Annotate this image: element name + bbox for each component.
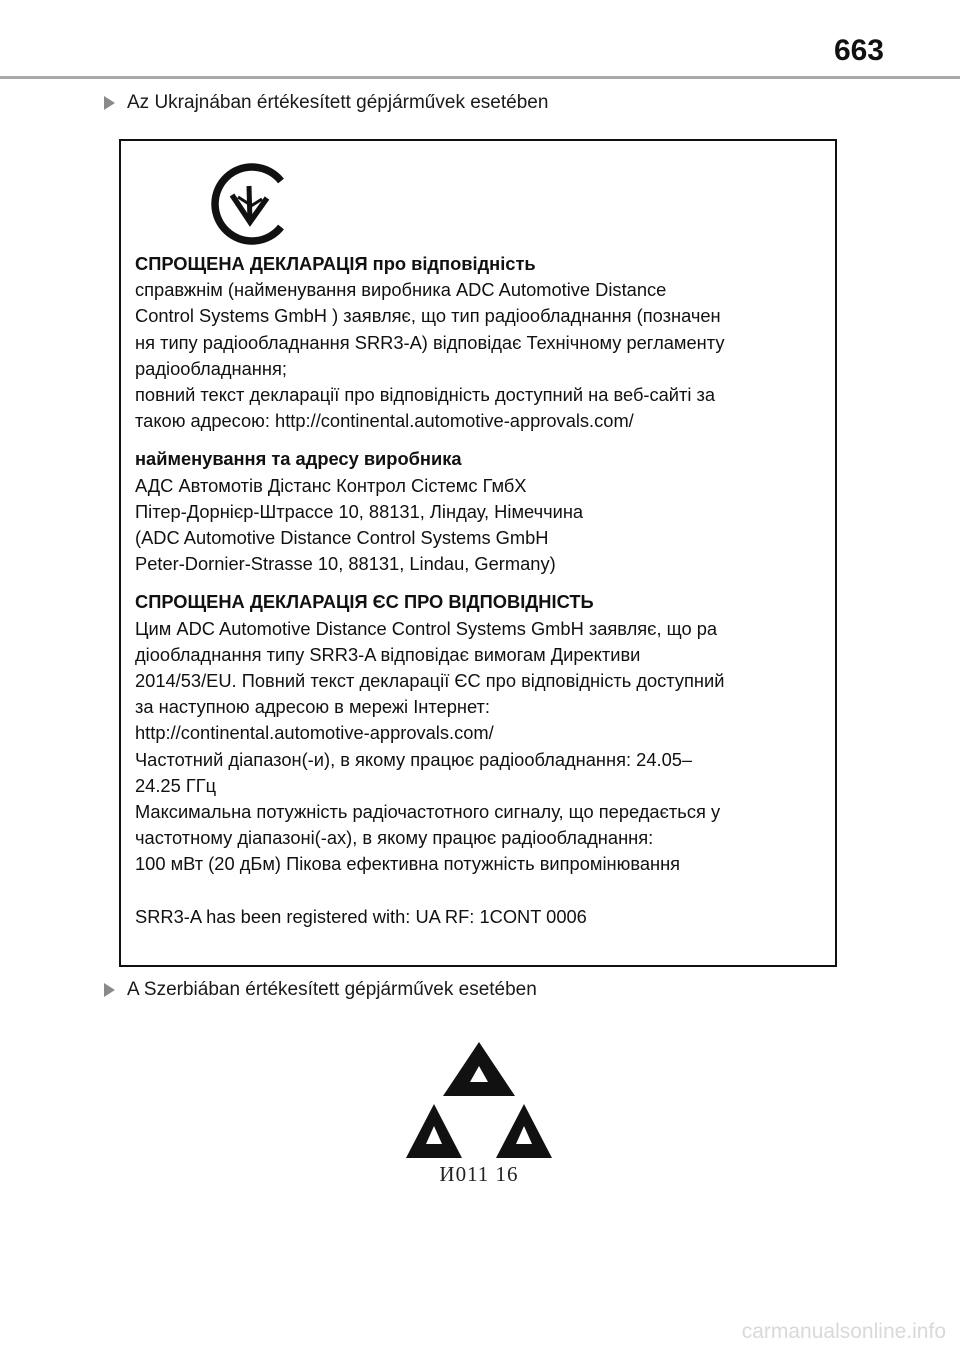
section-heading-serbia <box>104 979 537 1001</box>
declaration-line: Control Systems GmbH ) заявляє, що тип радіообладнання (позначен <box>135 305 721 327</box>
manufacturer-line: АДС Автомотів Дістанс Контрол Сістемс ГмбХ <box>135 474 527 496</box>
eu-declaration-line: 24.25 ГГц <box>135 774 217 796</box>
page-number: 663 <box>833 34 884 67</box>
declaration-box <box>119 139 837 967</box>
declaration-line: такою адресою: http://continental.automotive-approvals.com/ <box>135 410 634 432</box>
serbian-mark-code: И011 16 <box>439 1162 519 1186</box>
eu-declaration-line: Максимальна потужність радіочастотного сигналу, що передається у <box>135 801 721 823</box>
eu-declaration-line: 100 мВт (20 дБм) Пікова ефективна потужність випромінювання <box>135 853 681 875</box>
section-heading-ukraine <box>104 92 548 114</box>
manufacturer-title: найменування та адресу виробника <box>135 448 462 470</box>
declaration-text <box>135 251 829 930</box>
eu-declaration-line: 2014/53/EU. Повний текст декларації ЄС про відповідність доступний <box>135 670 725 692</box>
declaration-title: СПРОЩЕНА ДЕКЛАРАЦІЯ про відповідність <box>135 253 536 274</box>
declaration-line: повний текст декларації про відповідність доступний на веб-сайті за <box>135 384 716 406</box>
declaration-line: радіообладнання; <box>135 357 287 379</box>
declaration-line: справжнім (найменування виробника ADC Automotive Distance <box>135 279 667 301</box>
declaration-line: ня типу радіообладнання SRR3-A) відповідає Технічному регламенту <box>135 331 725 353</box>
section-heading-label: A Szerbiában értékesített gépjárművek esetében <box>127 979 537 1000</box>
triangle-right-icon <box>104 983 115 997</box>
serbian-conformity-triangles-icon <box>404 1040 554 1162</box>
footer-watermark: carmanualsonline.info <box>741 1320 946 1343</box>
section-heading-label: Az Ukrajnában értékesített gépjárművek esetében <box>127 92 549 113</box>
eu-declaration-line: http://continental.automotive-approvals.com/ <box>135 722 494 744</box>
header-rule <box>0 76 960 79</box>
manufacturer-line: Пітер-Дорнієр-Штрассе 10, 88131, Ліндау, Німеччина <box>135 500 584 522</box>
eu-declaration-line: діообладнання типу SRR3-A відповідає вимогам Директиви <box>135 643 641 665</box>
manufacturer-line: Peter-Dornier-Strasse 10, 88131, Lindau, Germany) <box>135 553 556 575</box>
ukrainian-conformity-mark-icon <box>205 162 295 246</box>
eu-declaration-line: Цим ADC Automotive Distance Control Systems GmbH заявляє, що ра <box>135 617 718 639</box>
triangle-right-icon <box>104 96 115 110</box>
manufacturer-line: (ADC Automotive Distance Control Systems GmbH <box>135 527 549 549</box>
registration-line: SRR3-A has been registered with: UA RF: 1CONT 0006 <box>135 905 587 927</box>
eu-declaration-line: частотному діапазоні(-ах), в якому працює радіообладнання: <box>135 827 654 849</box>
eu-declaration-title: СПРОЩЕНА ДЕКЛАРАЦІЯ ЄС ПРО ВІДПОВІДНІСТЬ <box>135 591 594 613</box>
eu-declaration-line: Частотний діапазон(-и), в якому працює радіообладнання: 24.05– <box>135 748 693 770</box>
eu-declaration-line: за наступною адресою в мережі Інтернет: <box>135 696 490 718</box>
